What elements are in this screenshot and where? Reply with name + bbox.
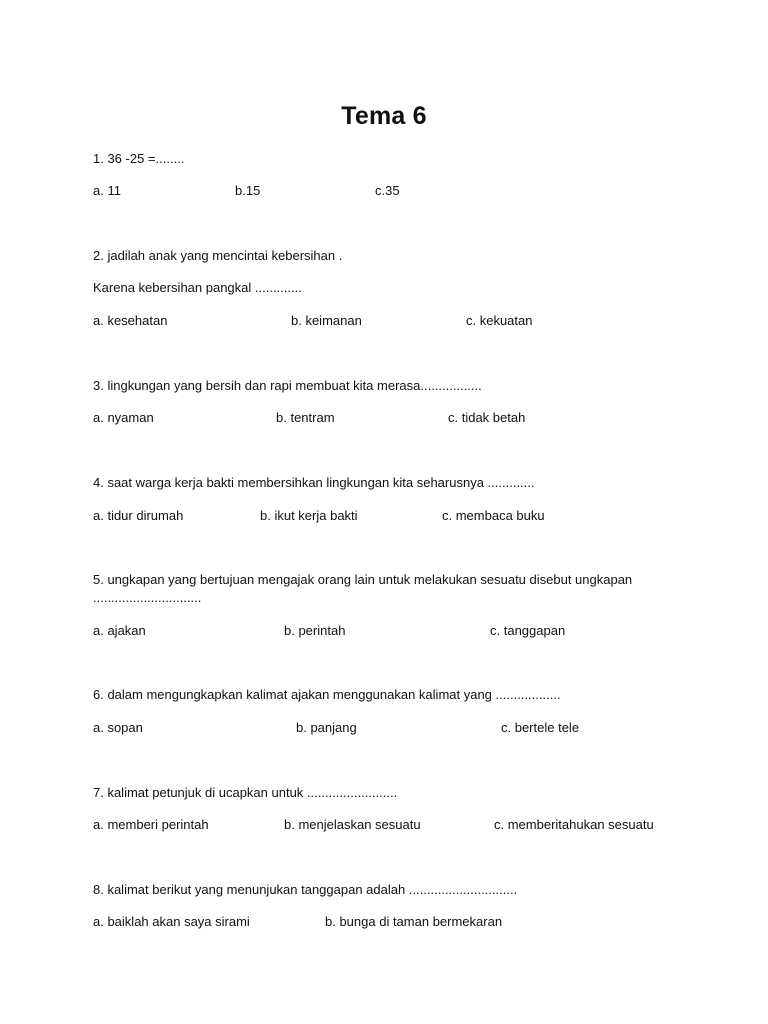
question-3-option-c: c. tidak betah xyxy=(448,410,526,425)
question-2-subtext: Karena kebersihan pangkal ............. xyxy=(93,280,302,295)
question-8-option-b: b. bunga di taman bermekaran xyxy=(325,914,503,929)
question-5-option-c: c. tanggapan xyxy=(490,623,566,638)
question-4-option-b: b. ikut kerja bakti xyxy=(260,508,358,523)
question-3-option-b: b. tentram xyxy=(276,410,335,425)
question-8-option-a: a. baiklah akan saya sirami xyxy=(93,914,250,929)
question-3-option-a: a. nyaman xyxy=(93,410,154,425)
question-8-text: 8. kalimat berikut yang menunjukan tanggapan adalah .............................. xyxy=(93,882,518,897)
question-1-option-a: a. 11 xyxy=(93,183,121,198)
question-5-option-a: a. ajakan xyxy=(93,623,146,638)
question-1-text: 1. 36 -25 =........ xyxy=(93,151,185,166)
question-4-option-a: a. tidur dirumah xyxy=(93,508,184,523)
question-5-text: 5. ungkapan yang bertujuan mengajak orang lain untuk melakukan sesuatu disebut ungkapan .............................. xyxy=(93,572,633,605)
question-7-option-c: c. memberitahukan sesuatu xyxy=(494,817,654,832)
question-5-option-b: b. perintah xyxy=(284,623,346,638)
question-3-text: 3. lingkungan yang bersih dan rapi membuat kita merasa................. xyxy=(93,378,482,393)
question-7-text: 7. kalimat petunjuk di ucapkan untuk ......................... xyxy=(93,785,398,800)
question-1-option-b: b.15 xyxy=(235,183,261,198)
question-1-option-c: c.35 xyxy=(375,183,400,198)
question-2-option-b: b. keimanan xyxy=(291,313,362,328)
question-6-option-b: b. panjang xyxy=(296,720,357,735)
question-7-option-a: a. memberi perintah xyxy=(93,817,209,832)
question-6-option-c: c. bertele tele xyxy=(501,720,580,735)
question-2-option-a: a. kesehatan xyxy=(93,313,168,328)
question-7-option-b: b. menjelaskan sesuatu xyxy=(284,817,421,832)
question-2-option-c: c. kekuatan xyxy=(466,313,533,328)
question-4-text: 4. saat warga kerja bakti membersihkan lingkungan kita seharusnya ............. xyxy=(93,475,535,490)
question-2-text: 2. jadilah anak yang mencintai kebersihan . xyxy=(93,248,343,263)
question-6-text: 6. dalam mengungkapkan kalimat ajakan menggunakan kalimat yang .................. xyxy=(93,687,561,702)
page-title: Tema 6 xyxy=(341,102,427,130)
question-4-option-c: c. membaca buku xyxy=(442,508,545,523)
question-6-option-a: a. sopan xyxy=(93,720,143,735)
